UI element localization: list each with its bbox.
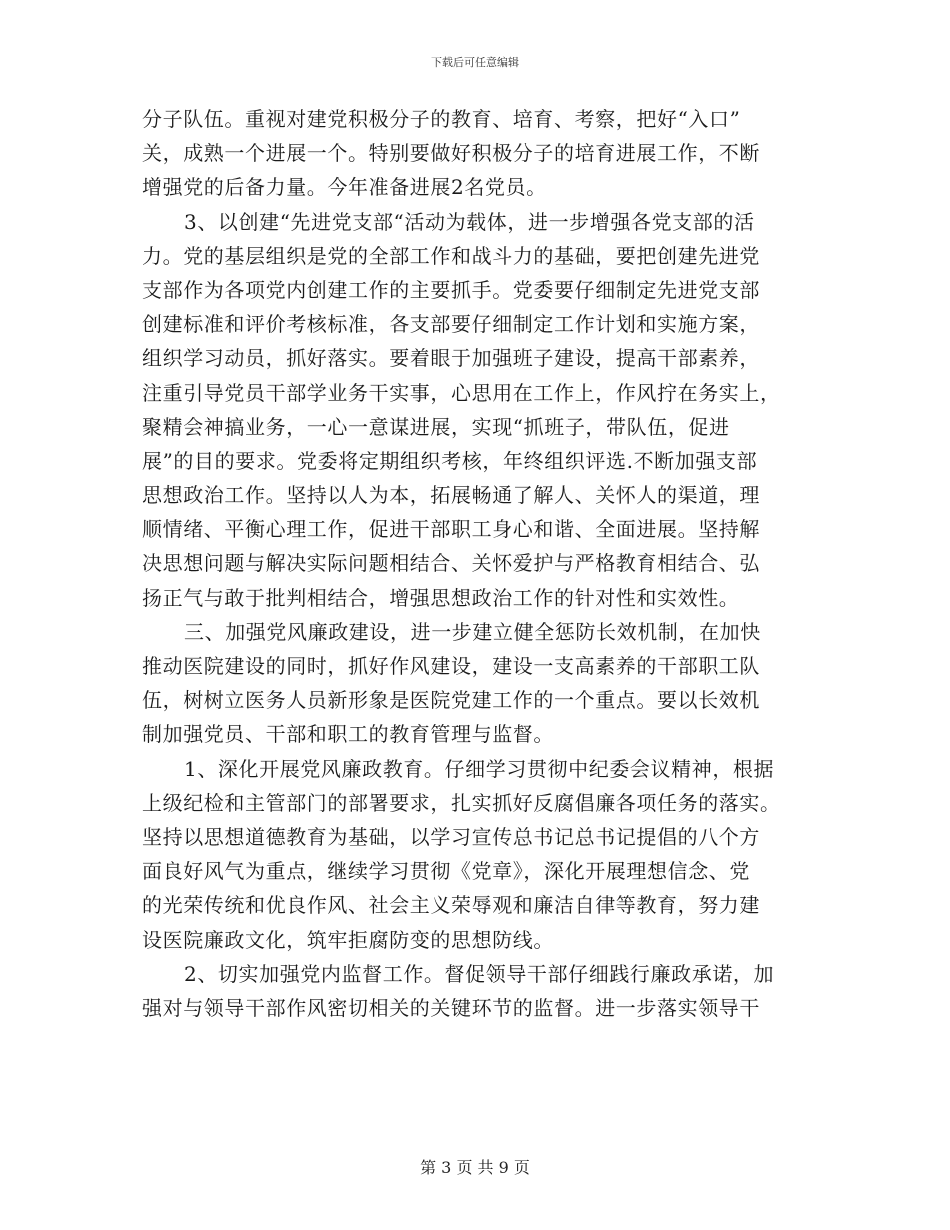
text-line: 制加强党员、干部和职工的教育管理与监督。 — [142, 722, 554, 747]
text-line: 推动医院建设的同时，抓好作风建设，建设一支高素养的干部职工队 — [142, 654, 760, 678]
text-line: 的光荣传统和优良作风、社会主义荣辱观和廉洁自律等教育，努力建 — [142, 893, 760, 918]
page-footer: 第 3 页 共 9 页 — [420, 1158, 530, 1177]
text-line: 决思想问题与解决实际问题相结合、关怀爱护与严格教育相结合、弘 — [142, 551, 760, 576]
page-header: 下载后可任意编辑 — [431, 56, 519, 69]
text-line: 伍，树树立医务人员新形象是医院党建工作的一个重点。要以长效机 — [142, 688, 760, 713]
text-line: 增强党的后备力量。今年准备进展2名党员。 — [142, 175, 547, 200]
text-line: 设医院廉政文化，筑牢拒腐防变的思想防线。 — [142, 927, 554, 952]
text-line: 三、加强党风廉政建设，进一步建立健全惩防长效机制，在加快 — [184, 619, 761, 644]
text-line: 2、切实加强党内监督工作。督促领导干部仔细践行廉政承诺，加 — [184, 961, 775, 986]
text-line: 扬正气与敢于批判相结合，增强思想政治工作的针对性和实效性。 — [142, 585, 740, 610]
text-line: 关，成熟一个进展一个。特别要做好积极分子的培育进展工作，不断 — [142, 141, 760, 166]
text-line: 分子队伍。重视对建党积极分子的教育、培育、考察，把好“入口” — [142, 107, 741, 131]
text-line: 上级纪检和主管部门的部署要求，扎实抓好反腐倡廉各项任务的落实。 — [142, 790, 781, 815]
text-line: 强对与领导干部作风密切相关的关键环节的监督。进一步落实领导干 — [142, 995, 760, 1020]
text-line: 顺情绪、平衡心理工作，促进干部职工身心和谐、全面进展。坚持解 — [142, 517, 760, 542]
text-line: 组织学习动员，抓好落实。要着眼于加强班子建设，提高干部素养， — [142, 346, 760, 371]
text-line: 1、深化开展党风廉政教育。仔细学习贯彻中纪委会议精神，根据 — [184, 756, 775, 781]
text-line: 3、以创建“先进党支部“活动为载体，进一步增强各党支部的活 — [184, 209, 755, 234]
text-line: 面良好风气为重点，继续学习贯彻《党章》，深化开展理想信念、党 — [142, 859, 750, 884]
text-line: 聚精会神搞业务，一心一意谋进展，实现“抓班子，带队伍，促进 — [142, 414, 730, 439]
text-line: 力。党的基层组织是党的全部工作和战斗力的基础，要把创建先进党 — [142, 243, 760, 268]
text-line: 注重引导党员干部学业务干实事，心思用在工作上，作风拧在务实上， — [142, 380, 781, 405]
text-line: 支部作为各项党内创建工作的主要抓手。党委要仔细制定先进党支部 — [142, 277, 760, 302]
text-line: 思想政治工作。坚持以人为本，拓展畅通了解人、关怀人的渠道，理 — [142, 483, 760, 508]
text-line: 创建标准和评价考核标准，各支部要仔细制定工作计划和实施方案， — [142, 312, 760, 337]
document-body — [142, 102, 812, 1025]
text-line: 展”的目的要求。党委将定期组织考核，年终组织评选.不断加强支部 — [142, 448, 758, 473]
text-line: 坚持以思想道德教育为基础，以学习宣传总书记总书记提倡的八个方 — [142, 824, 760, 849]
